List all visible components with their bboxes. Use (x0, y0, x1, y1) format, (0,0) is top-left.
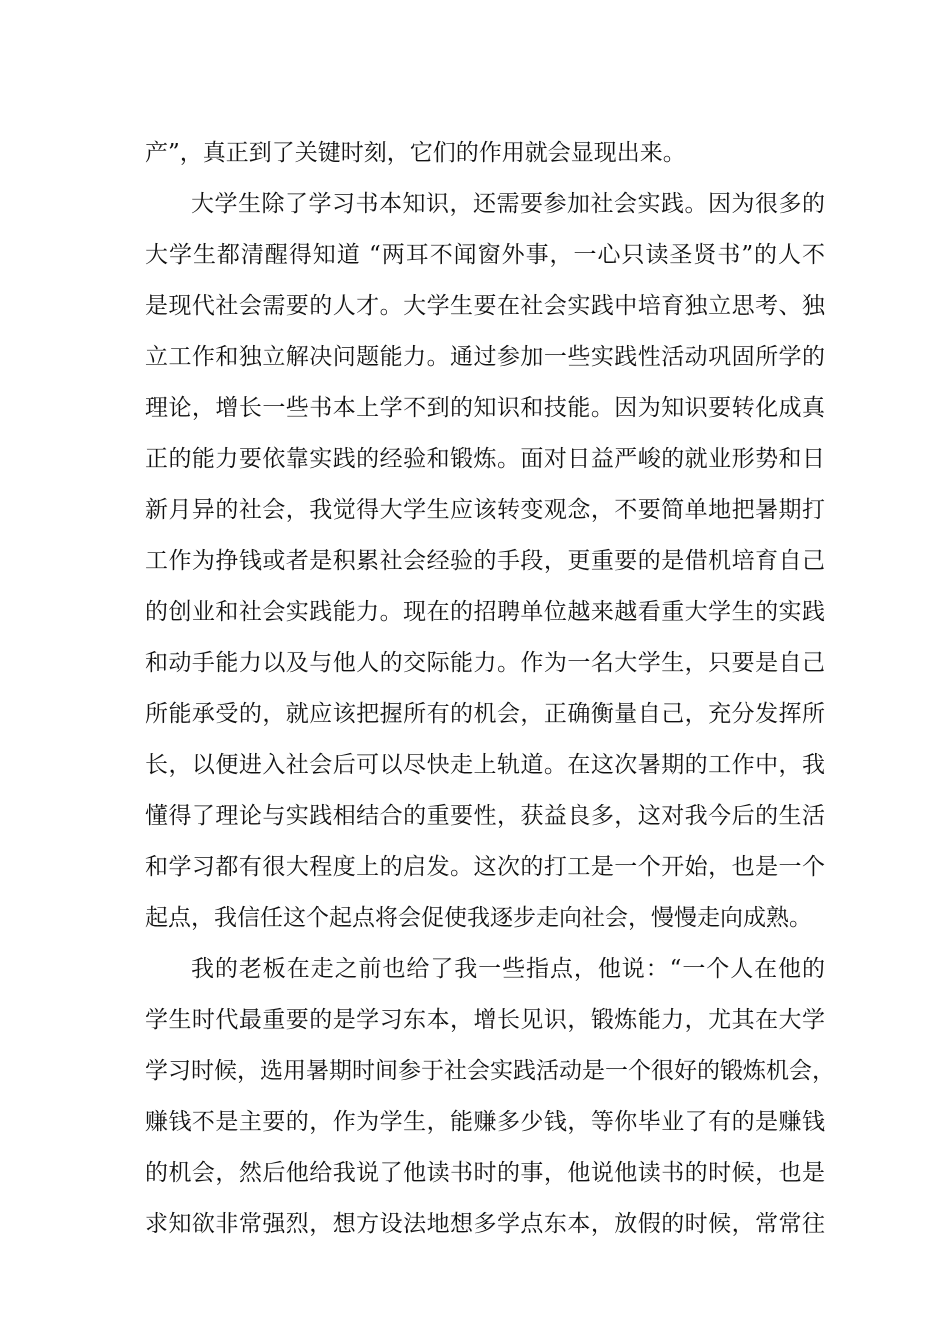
paragraph-first-line: 大学生除了学习书本知识，还需要参加社会实践。因为很多的 (191, 191, 825, 217)
text-line: 正的能力要依靠实践的经验和锻炼。面对日益严峻的就业形势和日 (145, 446, 825, 472)
text-line: 大学生都清醒得知道 “两耳不闻窗外事，一心只读圣贤书”的人不 (145, 242, 825, 268)
text-line: 立工作和独立解决问题能力。通过参加一些实践性活动巩固所学的 (145, 344, 825, 370)
text-line: 的机会，然后他给我说了他读书时的事，他说他读书的时候，也是 (145, 1160, 825, 1186)
text-line: 求知欲非常强烈，想方设法地想多学点东本，放假的时候，常常往 (145, 1211, 825, 1237)
text-line: 学生时代最重要的是学习东本，增长见识，锻炼能力，尤其在大学 (145, 1007, 825, 1033)
text-line: 赚钱不是主要的，作为学生，能赚多少钱，等你毕业了有的是赚钱 (145, 1109, 825, 1135)
text-line: 起点，我信任这个起点将会促使我逐步走向社会，慢慢走向成熟。 (145, 905, 812, 931)
text-line: 是现代社会需要的人才。大学生要在社会实践中培育独立思考、独 (145, 293, 825, 319)
paragraph-first-line: 我的老板在走之前也给了我一些指点，他说：“一个人在他的 (191, 956, 825, 982)
text-line: 长，以便进入社会后可以尽快走上轨道。在这次暑期的工作中，我 (145, 752, 825, 778)
text-line: 和动手能力以及与他人的交际能力。作为一名大学生，只要是自己 (145, 650, 825, 676)
text-line: 理论，增长一些书本上学不到的知识和技能。因为知识要转化成真 (145, 395, 825, 421)
text-line: 所能承受的，就应该把握所有的机会，正确衡量自己，充分发挥所 (145, 701, 825, 727)
text-line: 懂得了理论与实践相结合的重要性，获益良多，这对我今后的生活 (145, 803, 825, 829)
text-line: 产”，真正到了关键时刻，它们的作用就会显现出来。 (145, 140, 686, 166)
body-text (145, 128, 835, 1250)
text-line: 工作为挣钱或者是积累社会经验的手段，更重要的是借机培育自己 (145, 548, 825, 574)
text-line: 的创业和社会实践能力。现在的招聘单位越来越看重大学生的实践 (145, 599, 825, 625)
text-line: 和学习都有很大程度上的启发。这次的打工是一个开始，也是一个 (145, 854, 825, 880)
text-line: 学习时候，选用暑期时间参于社会实践活动是一个很好的锻炼机会， (145, 1058, 835, 1084)
text-line: 新月异的社会，我觉得大学生应该转变观念，不要简单地把暑期打 (145, 497, 825, 523)
